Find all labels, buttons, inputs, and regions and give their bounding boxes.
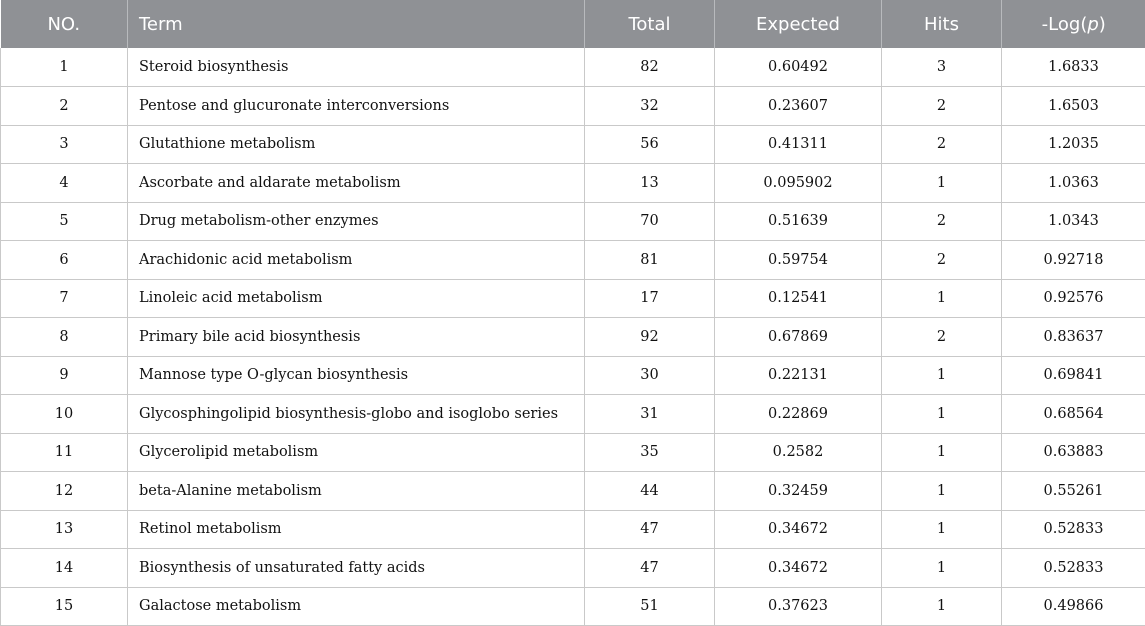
- cell-term: Linoleic acid metabolism: [128, 279, 585, 318]
- cell-expected: 0.41311: [715, 125, 882, 164]
- cell-neg-log-p: 1.2035: [1002, 125, 1145, 164]
- cell-no: 13: [1, 510, 128, 549]
- cell-total: 47: [585, 549, 715, 588]
- header-log-suffix: ): [1098, 13, 1106, 35]
- cell-no: 14: [1, 549, 128, 588]
- cell-hits: 1: [882, 164, 1002, 203]
- cell-term: Arachidonic acid metabolism: [128, 241, 585, 280]
- cell-no: 11: [1, 433, 128, 472]
- header-log-prefix: -Log(: [1041, 13, 1088, 35]
- cell-expected: 0.34672: [715, 549, 882, 588]
- cell-term: Mannose type O-glycan biosynthesis: [128, 356, 585, 395]
- cell-no: 4: [1, 164, 128, 203]
- cell-term: Retinol metabolism: [128, 510, 585, 549]
- cell-hits: 2: [882, 318, 1002, 357]
- cell-hits: 1: [882, 587, 1002, 626]
- cell-hits: 2: [882, 125, 1002, 164]
- cell-hits: 2: [882, 241, 1002, 280]
- header-expected: Expected: [715, 0, 882, 48]
- table-row: [1, 87, 1145, 126]
- cell-hits: 1: [882, 356, 1002, 395]
- cell-no: 15: [1, 587, 128, 626]
- cell-total: 70: [585, 202, 715, 241]
- cell-total: 47: [585, 510, 715, 549]
- cell-expected: 0.59754: [715, 241, 882, 280]
- cell-neg-log-p: 0.55261: [1002, 472, 1145, 511]
- cell-term: Biosynthesis of unsaturated fatty acids: [128, 549, 585, 588]
- cell-no: 12: [1, 472, 128, 511]
- cell-hits: 2: [882, 87, 1002, 126]
- cell-neg-log-p: 0.69841: [1002, 356, 1145, 395]
- cell-neg-log-p: 1.6503: [1002, 87, 1145, 126]
- cell-term: Glycosphingolipid biosynthesis-globo and isoglobo series: [128, 395, 585, 434]
- cell-hits: 1: [882, 510, 1002, 549]
- table-row: [1, 48, 1145, 87]
- header-row: [1, 0, 1145, 48]
- table-row: [1, 587, 1145, 626]
- table-body: [1, 48, 1145, 626]
- cell-expected: 0.2582: [715, 433, 882, 472]
- cell-term: Primary bile acid biosynthesis: [128, 318, 585, 357]
- cell-expected: 0.12541: [715, 279, 882, 318]
- cell-total: 82: [585, 48, 715, 87]
- header-term: Term: [128, 0, 585, 48]
- cell-neg-log-p: 0.83637: [1002, 318, 1145, 357]
- cell-term: Pentose and glucuronate interconversions: [128, 87, 585, 126]
- cell-neg-log-p: 0.49866: [1002, 587, 1145, 626]
- cell-hits: 2: [882, 202, 1002, 241]
- cell-no: 3: [1, 125, 128, 164]
- cell-expected: 0.32459: [715, 472, 882, 511]
- cell-term: Galactose metabolism: [128, 587, 585, 626]
- cell-no: 7: [1, 279, 128, 318]
- table-row: [1, 125, 1145, 164]
- table-row: [1, 241, 1145, 280]
- cell-total: 81: [585, 241, 715, 280]
- table-row: [1, 279, 1145, 318]
- header-no: NO.: [1, 0, 128, 48]
- cell-total: 32: [585, 87, 715, 126]
- cell-hits: 3: [882, 48, 1002, 87]
- cell-expected: 0.23607: [715, 87, 882, 126]
- table-row: [1, 318, 1145, 357]
- cell-total: 35: [585, 433, 715, 472]
- table-row: [1, 202, 1145, 241]
- cell-term: Glutathione metabolism: [128, 125, 585, 164]
- table-row: [1, 472, 1145, 511]
- cell-total: 56: [585, 125, 715, 164]
- table-row: [1, 395, 1145, 434]
- cell-neg-log-p: 0.52833: [1002, 549, 1145, 588]
- cell-expected: 0.22131: [715, 356, 882, 395]
- table-row: [1, 510, 1145, 549]
- cell-hits: 1: [882, 472, 1002, 511]
- cell-neg-log-p: 0.92718: [1002, 241, 1145, 280]
- cell-expected: 0.67869: [715, 318, 882, 357]
- cell-term: Drug metabolism-other enzymes: [128, 202, 585, 241]
- cell-no: 5: [1, 202, 128, 241]
- cell-total: 44: [585, 472, 715, 511]
- cell-term: beta-Alanine metabolism: [128, 472, 585, 511]
- cell-neg-log-p: 0.92576: [1002, 279, 1145, 318]
- cell-neg-log-p: 0.68564: [1002, 395, 1145, 434]
- cell-expected: 0.60492: [715, 48, 882, 87]
- cell-expected: 0.37623: [715, 587, 882, 626]
- cell-no: 6: [1, 241, 128, 280]
- header-total: Total: [585, 0, 715, 48]
- cell-expected: 0.34672: [715, 510, 882, 549]
- cell-neg-log-p: 0.63883: [1002, 433, 1145, 472]
- table-row: [1, 356, 1145, 395]
- cell-expected: 0.22869: [715, 395, 882, 434]
- table-row: [1, 164, 1145, 203]
- cell-total: 31: [585, 395, 715, 434]
- cell-no: 9: [1, 356, 128, 395]
- cell-term: Steroid biosynthesis: [128, 48, 585, 87]
- cell-hits: 1: [882, 395, 1002, 434]
- cell-total: 17: [585, 279, 715, 318]
- cell-expected: 0.51639: [715, 202, 882, 241]
- cell-no: 1: [1, 48, 128, 87]
- cell-expected: 0.095902: [715, 164, 882, 203]
- cell-hits: 1: [882, 549, 1002, 588]
- cell-neg-log-p: 1.6833: [1002, 48, 1145, 87]
- cell-total: 51: [585, 587, 715, 626]
- cell-neg-log-p: 1.0363: [1002, 164, 1145, 203]
- cell-total: 92: [585, 318, 715, 357]
- header-neg-log-p: [1002, 0, 1145, 48]
- cell-neg-log-p: 1.0343: [1002, 202, 1145, 241]
- cell-no: 10: [1, 395, 128, 434]
- table-row: [1, 549, 1145, 588]
- cell-total: 30: [585, 356, 715, 395]
- cell-no: 8: [1, 318, 128, 357]
- table-row: [1, 433, 1145, 472]
- cell-term: Ascorbate and aldarate metabolism: [128, 164, 585, 203]
- header-log-var: p: [1087, 13, 1099, 35]
- header-hits: Hits: [882, 0, 1002, 48]
- cell-hits: 1: [882, 433, 1002, 472]
- cell-term: Glycerolipid metabolism: [128, 433, 585, 472]
- cell-total: 13: [585, 164, 715, 203]
- cell-neg-log-p: 0.52833: [1002, 510, 1145, 549]
- cell-no: 2: [1, 87, 128, 126]
- table-header: [1, 0, 1145, 48]
- cell-hits: 1: [882, 279, 1002, 318]
